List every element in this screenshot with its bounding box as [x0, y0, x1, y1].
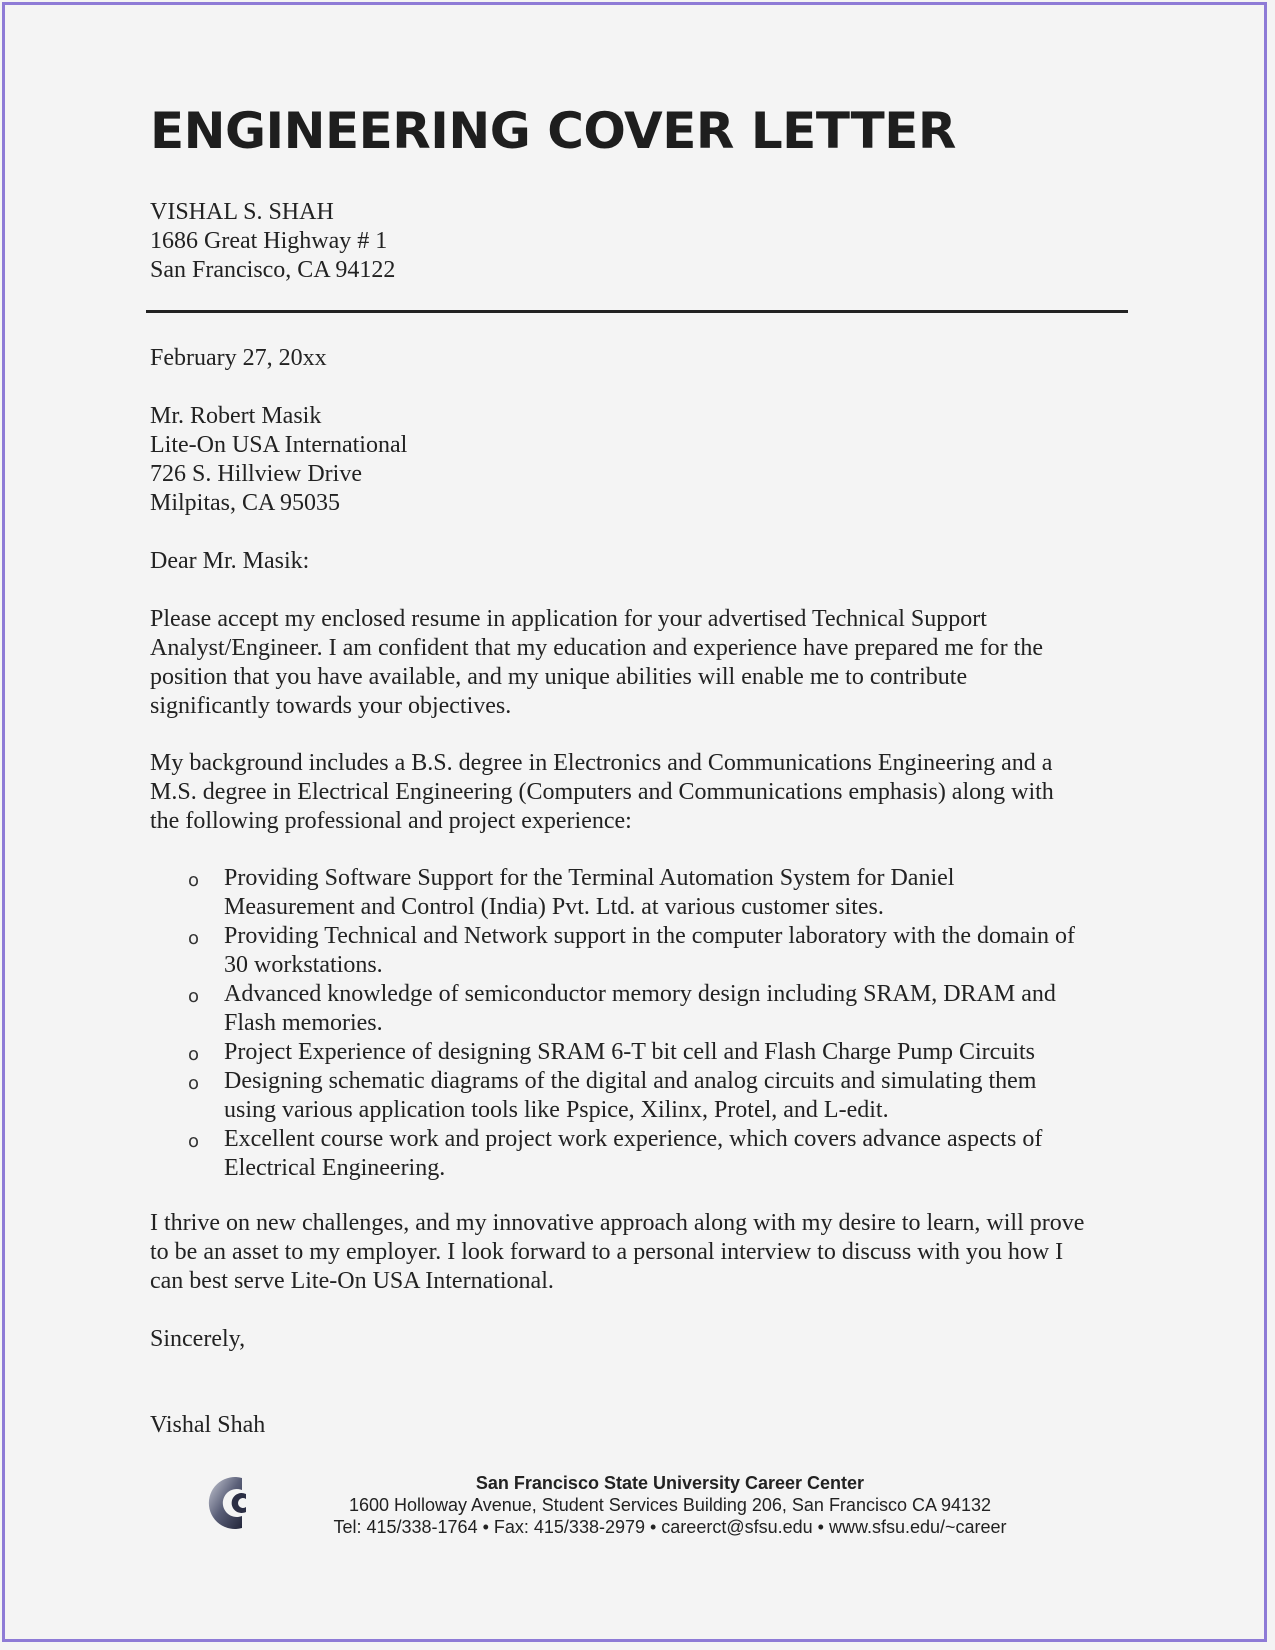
paragraph-line: My background includes a B.S. degree in Electronics and Communications Engineering and a — [150, 750, 1053, 776]
list-item-line: Providing Technical and Network support in the computer laboratory with the domain of — [224, 923, 1076, 949]
list-item-line: Project Experience of designing SRAM 6-T bit cell and Flash Charge Pump Circuits — [224, 1039, 1035, 1065]
list-item-line: Excellent course work and project work experience, which covers advance aspects of — [224, 1126, 1043, 1152]
sfsu-logo-icon — [202, 1472, 252, 1534]
complimentary-close: Sincerely, — [150, 1326, 246, 1352]
paragraph-line: can best serve Lite-On USA International. — [150, 1268, 554, 1294]
document-title: ENGINEERING COVER LETTER — [150, 102, 956, 160]
sender-city: San Francisco, CA 94122 — [150, 257, 396, 283]
list-item-line: Designing schematic diagrams of the digital and analog circuits and simulating them — [224, 1068, 1037, 1094]
footer-contact: Tel: 415/338-1764 • Fax: 415/338-2979 • careerct@sfsu.edu • www.sfsu.edu/~career — [333, 1517, 1007, 1537]
list-item-line: Advanced knowledge of semiconductor memory design including SRAM, DRAM and — [224, 981, 1056, 1007]
paragraph-line: the following professional and project experience: — [150, 808, 632, 834]
recipient-street: 726 S. Hillview Drive — [150, 461, 362, 487]
recipient-name: Mr. Robert Masik — [150, 403, 322, 429]
list-item — [150, 1067, 1130, 1125]
recipient-address — [150, 402, 407, 518]
experience-list — [150, 864, 1130, 1183]
list-item — [150, 1038, 1130, 1067]
bullet-icon: o — [188, 1073, 200, 1094]
bullet-icon: o — [188, 986, 200, 1007]
recipient-city: Milpitas, CA 95035 — [150, 490, 341, 516]
list-item-line: using various application tools like Pspice, Xilinx, Protel, and L-edit. — [224, 1097, 889, 1123]
footer-org-name: San Francisco State University Career Center — [475, 1473, 865, 1493]
bullet-icon: o — [188, 928, 200, 949]
paragraph-line: I thrive on new challenges, and my innovative approach along with my desire to learn, will prove — [150, 1210, 1085, 1236]
paragraph-line: to be an asset to my employer. I look forward to a personal interview to discuss with you how I — [150, 1239, 1064, 1265]
sender-street: 1686 Great Highway # 1 — [150, 228, 388, 254]
list-item — [150, 864, 1130, 922]
footer-address: 1600 Holloway Avenue, Student Services Building 206, San Francisco CA 94132 — [348, 1495, 992, 1515]
bullet-icon: o — [188, 870, 200, 891]
salutation: Dear Mr. Masik: — [150, 548, 310, 574]
bullet-icon: o — [188, 1131, 200, 1152]
letter-date: February 27, 20xx — [150, 345, 327, 371]
career-center-footer — [300, 1472, 1040, 1538]
paragraph-closing — [150, 1209, 1140, 1296]
recipient-company: Lite-On USA International — [150, 432, 408, 458]
list-item-line: Measurement and Control (India) Pvt. Ltd. at various customer sites. — [224, 894, 884, 920]
list-item — [150, 1125, 1130, 1183]
list-item — [150, 980, 1130, 1038]
paragraph-intro — [150, 605, 1090, 721]
paragraph-line: significantly towards your objectives. — [150, 693, 512, 719]
header-divider — [146, 310, 1128, 313]
paragraph-background — [150, 749, 1110, 836]
list-item-line: Providing Software Support for the Terminal Automation System for Daniel — [224, 865, 955, 891]
sender-name: VISHAL S. SHAH — [150, 199, 334, 225]
list-item-line: Flash memories. — [224, 1010, 383, 1036]
paragraph-line: M.S. degree in Electrical Engineering (Computers and Communications emphasis) along with — [150, 779, 1054, 805]
sender-address — [150, 198, 395, 285]
paragraph-line: Analyst/Engineer. I am confident that my education and experience have prepared me for the — [150, 635, 1043, 661]
list-item-line: Electrical Engineering. — [224, 1155, 446, 1181]
paragraph-line: position that you have available, and my unique abilities will enable me to contribute — [150, 664, 968, 690]
list-item-line: 30 workstations. — [224, 952, 383, 978]
signature-name: Vishal Shah — [150, 1412, 266, 1438]
bullet-icon: o — [188, 1044, 200, 1065]
paragraph-line: Please accept my enclosed resume in application for your advertised Technical Support — [150, 606, 987, 632]
list-item — [150, 922, 1130, 980]
